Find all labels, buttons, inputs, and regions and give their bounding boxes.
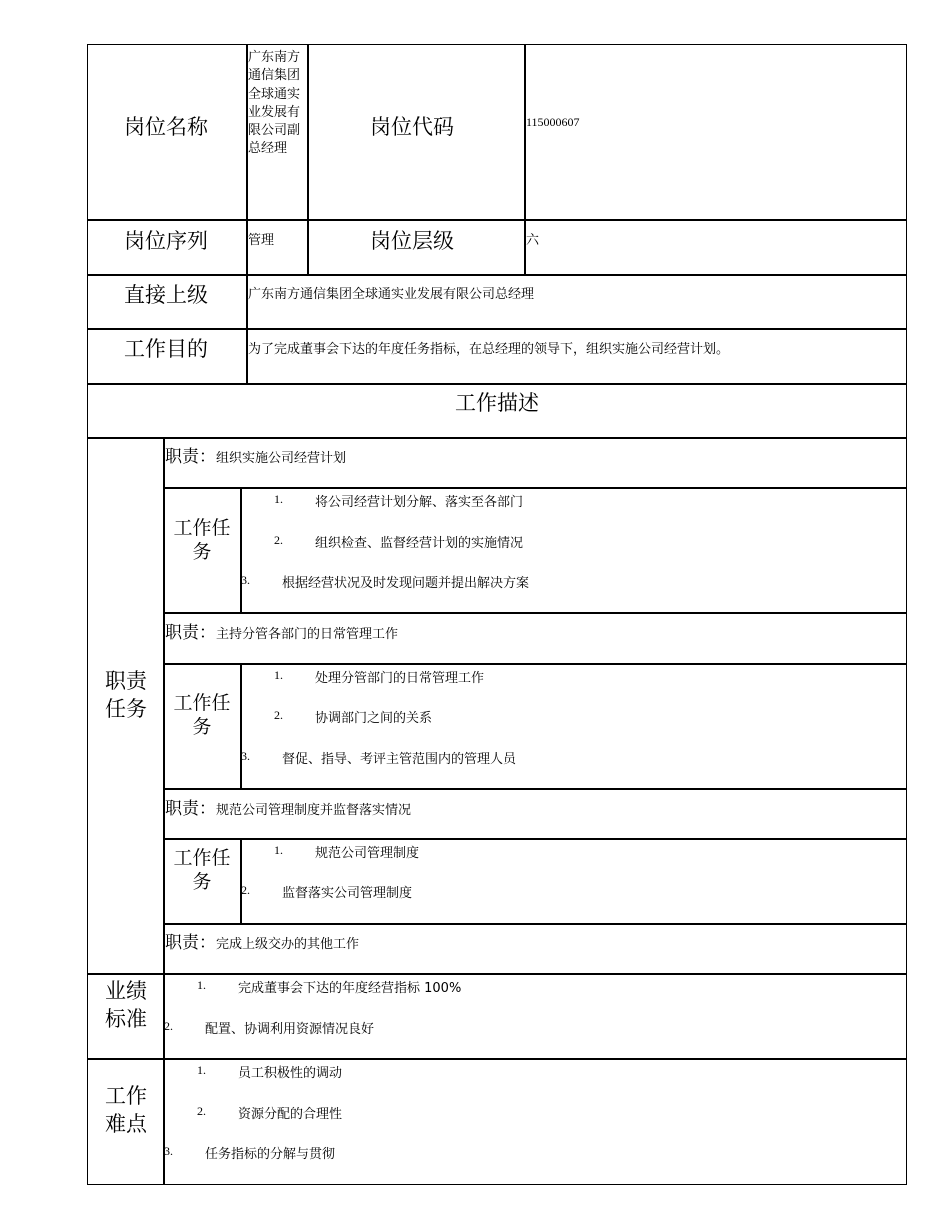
performance-num: 1. bbox=[197, 978, 206, 992]
difficulty-num: 2. bbox=[197, 1104, 206, 1118]
post-name-label: 岗位名称 bbox=[124, 115, 208, 139]
duty-row bbox=[163, 788, 907, 840]
duty-row bbox=[163, 612, 907, 665]
post-level-label-cell bbox=[307, 219, 526, 276]
post-level-value: 六 bbox=[526, 233, 540, 248]
task-label: 工作任务 bbox=[173, 692, 231, 738]
task-num: 1. bbox=[274, 843, 283, 857]
post-code-label-cell bbox=[307, 44, 526, 221]
task-num: 3. bbox=[241, 749, 250, 763]
duty-prefix: 职责： bbox=[165, 447, 216, 467]
duty-title bbox=[165, 618, 398, 643]
difficulty-label-cell bbox=[87, 1058, 165, 1185]
task-text: 协调部门之间的关系 bbox=[315, 711, 433, 726]
duty-title-text: 组织实施公司经营计划 bbox=[216, 451, 347, 466]
performance-text: 配置、协调利用资源情况良好 bbox=[205, 1022, 375, 1037]
difficulty-num: 3. bbox=[164, 1144, 173, 1158]
duty-title-text: 主持分管各部门的日常管理工作 bbox=[216, 627, 399, 642]
duty-title bbox=[165, 442, 346, 467]
task-num: 2. bbox=[274, 708, 283, 722]
supervisor-label: 直接上级 bbox=[124, 283, 208, 307]
task-text: 根据经营状况及时发现问题并提出解决方案 bbox=[282, 576, 530, 591]
post-name-value-cell bbox=[246, 44, 309, 221]
post-code-value-cell bbox=[524, 44, 907, 221]
duty-title-text: 完成上级交办的其他工作 bbox=[216, 937, 360, 952]
duty-row bbox=[163, 437, 907, 489]
supervisor-value-cell bbox=[246, 274, 907, 330]
post-series-value: 管理 bbox=[248, 233, 275, 248]
duty-title bbox=[165, 928, 359, 953]
task-list-cell bbox=[240, 663, 907, 790]
post-series-label: 岗位序列 bbox=[124, 229, 208, 253]
difficulty-label: 工作难点 bbox=[105, 1084, 147, 1136]
task-text: 规范公司管理制度 bbox=[315, 846, 420, 861]
task-text: 组织检查、监督经营计划的实施情况 bbox=[315, 536, 524, 551]
post-name-label-cell bbox=[87, 44, 248, 221]
task-text: 将公司经营计划分解、落实至各部门 bbox=[315, 495, 524, 510]
difficulty-text: 员工积极性的调动 bbox=[238, 1066, 343, 1081]
purpose-label: 工作目的 bbox=[124, 337, 208, 361]
task-label-cell bbox=[163, 487, 242, 614]
post-code-label: 岗位代码 bbox=[370, 115, 454, 139]
task-text: 处理分管部门的日常管理工作 bbox=[315, 671, 485, 686]
task-num: 2. bbox=[274, 533, 283, 547]
post-level-value-cell bbox=[524, 219, 907, 276]
duty-title bbox=[165, 794, 411, 819]
performance-list-cell bbox=[163, 973, 907, 1060]
performance-text: 完成董事会下达的年度经营指标 100% bbox=[238, 981, 462, 996]
purpose-label-cell bbox=[87, 328, 248, 385]
duty-row bbox=[163, 923, 907, 975]
post-code-value: 115000607 bbox=[526, 115, 580, 129]
post-name-value: 广东南方通信集团全球通实业发展有限公司副总经理 bbox=[248, 50, 301, 157]
duties-label: 职责任务 bbox=[105, 669, 147, 721]
difficulty-list-cell bbox=[163, 1058, 907, 1185]
task-label-cell bbox=[163, 663, 242, 790]
post-series-label-cell bbox=[87, 219, 248, 276]
purpose-value: 为了完成董事会下达的年度任务指标，在总经理的领导下，组织实施公司经营计划。 bbox=[248, 342, 730, 357]
task-text: 督促、指导、考评主管范围内的管理人员 bbox=[282, 752, 517, 767]
task-num: 3. bbox=[241, 573, 250, 587]
duty-prefix: 职责： bbox=[165, 933, 216, 953]
task-label: 工作任务 bbox=[173, 517, 231, 563]
task-num: 1. bbox=[274, 492, 283, 506]
supervisor-label-cell bbox=[87, 274, 248, 330]
performance-label: 业绩标准 bbox=[105, 979, 147, 1031]
difficulty-text: 任务指标的分解与贯彻 bbox=[205, 1147, 336, 1162]
post-series-value-cell bbox=[246, 219, 309, 276]
task-text: 监督落实公司管理制度 bbox=[282, 886, 413, 901]
duties-label-cell bbox=[87, 437, 165, 975]
task-list-cell bbox=[240, 838, 907, 925]
duty-title-text: 规范公司管理制度并监督落实情况 bbox=[216, 803, 412, 818]
post-level-label: 岗位层级 bbox=[370, 229, 454, 253]
performance-label-cell bbox=[87, 973, 165, 1060]
task-num: 2. bbox=[241, 883, 250, 897]
task-label: 工作任务 bbox=[173, 847, 231, 893]
task-label-cell bbox=[163, 838, 242, 925]
performance-num: 2. bbox=[164, 1019, 173, 1033]
difficulty-text: 资源分配的合理性 bbox=[238, 1107, 343, 1122]
description-title: 工作描述 bbox=[455, 391, 539, 415]
duty-prefix: 职责： bbox=[165, 623, 216, 643]
difficulty-num: 1. bbox=[197, 1063, 206, 1077]
task-num: 1. bbox=[274, 668, 283, 682]
purpose-value-cell bbox=[246, 328, 907, 385]
duty-prefix: 职责： bbox=[165, 799, 216, 819]
supervisor-value: 广东南方通信集团全球通实业发展有限公司总经理 bbox=[248, 287, 535, 302]
description-title-cell bbox=[87, 383, 907, 439]
task-list-cell bbox=[240, 487, 907, 614]
